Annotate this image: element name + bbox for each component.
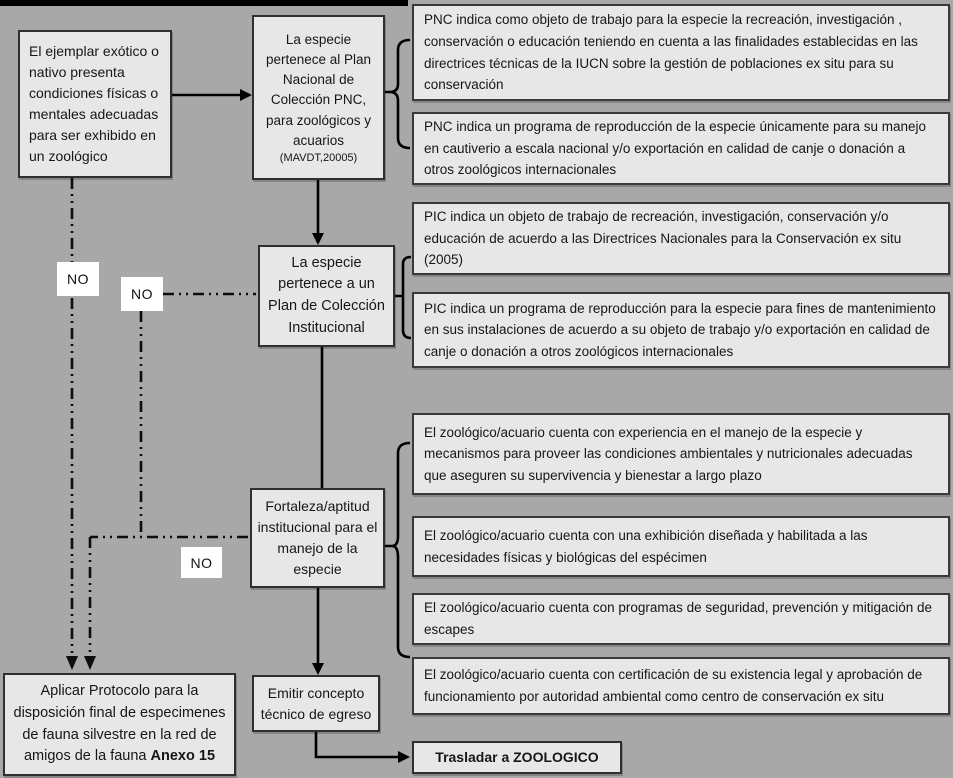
criteria-pnc-reproduccion-text: PNC indica un programa de reproducción de la especie únicamente para su manejo en cautiverio a escala nacional y/o exportación en calidad de canje o donación a otros zoológicos internacionales — [424, 119, 927, 178]
dashed-arrowheads — [66, 656, 96, 670]
no-path-lines — [72, 178, 256, 656]
brace-zoo-icon — [385, 443, 410, 657]
criteria-zoo-seguridad — [412, 593, 950, 645]
arrowhead-down-icon — [312, 233, 324, 245]
arrowhead-down-icon — [312, 663, 324, 675]
arrowhead-down-icon — [84, 656, 96, 670]
criteria-zoo-exhibicion-text: El zoológico/acuario cuenta con una exhibición diseñada y habilitada a las necesidades físicas y biológicas del espécimen — [424, 527, 868, 565]
criteria-zoo-certificacion-text: El zoológico/acuario cuenta con certificación de su existencia legal y aprobación de funcionamiento por autoridad ambiental como centro de conservación ex situ — [424, 667, 923, 704]
criteria-zoo-exhibicion — [412, 516, 950, 577]
arrowhead-right-icon — [398, 751, 410, 763]
main-flow-lines — [172, 95, 399, 757]
no-label-fortaleza: NO — [181, 547, 222, 578]
criteria-zoo-experiencia-text: El zoológico/acuario cuenta con experiencia en el manejo de la especie y mecanismos para proveer las condiciones ambientales y nutricionales adecuadas que aseguren su supervivencia y bienestar a largo plazo — [424, 424, 913, 483]
node-plan-institucional — [258, 245, 395, 347]
node-protocolo — [3, 673, 236, 776]
no-label-ejemplar: NO — [57, 262, 99, 296]
criteria-pnc-objeto-text: PNC indica como objeto de trabajo para la especie la recreación, investigación , conservación o educación teniendo en cuenta a las finalidades establecidas en las directrices técnicas de la IUCN sobre la gestión de poblaciones ex situ para su conservación — [424, 12, 918, 93]
node-trasladar-text: Trasladar a ZOOLOGICO — [435, 749, 599, 765]
solid-arrowheads — [240, 89, 410, 763]
node-ejemplar — [18, 30, 172, 178]
node-plan-institucional-text: La especie pertenece a un Plan de Colección Institucional — [268, 254, 385, 336]
node-plan-nacional — [252, 15, 385, 180]
criteria-zoo-experiencia — [412, 413, 950, 495]
node-plan-nacional-source: (MAVDT,20005) — [279, 152, 358, 165]
criteria-pnc-objeto — [412, 4, 950, 101]
arrowhead-right-icon — [240, 89, 252, 101]
brace-pnc-icon — [385, 40, 410, 148]
top-border-bar — [0, 0, 408, 6]
node-egreso-text: Emitir concepto técnico de egreso — [260, 684, 372, 722]
no-label-pic: NO — [121, 277, 163, 311]
criteria-pic-reproduccion — [412, 292, 950, 368]
criteria-pic-reproduccion-text: PIC indica un programa de reproducción para la especie para fines de mantenimiento en sus instalaciones de acuerdo a su objeto de trabajo y/o exportación en calidad de canje o donación a otros zoológicos internacionales — [424, 300, 936, 359]
arrowhead-down-icon — [66, 656, 78, 670]
criteria-pic-objeto — [412, 202, 950, 275]
node-egreso — [252, 675, 380, 732]
bracket-pic-icon — [395, 257, 411, 338]
node-fortaleza — [250, 488, 385, 588]
criteria-braces — [385, 40, 411, 657]
arrow-egreso-to-trasladar — [316, 732, 399, 757]
node-protocolo-text: Aplicar Protocolo para la disposición final de especimenes de fauna silvestre en la red de amigos de la fauna — [13, 683, 226, 765]
criteria-pnc-reproduccion — [412, 112, 950, 185]
criteria-zoo-certificacion — [412, 657, 950, 715]
node-protocolo-annex: Anexo 15 — [150, 748, 216, 765]
node-plan-nacional-text: La especie pertenece al Plan Nacional de Colección PNC, para zoológicos y acuarios — [265, 31, 372, 148]
node-fortaleza-text: Fortaleza/aptitud institucional para el manejo de la especie — [257, 498, 378, 577]
node-ejemplar-text: El ejemplar exótico o nativo presenta condiciones físicas o mentales adecuadas para ser exhibido en un zoológico — [29, 43, 159, 164]
criteria-zoo-seguridad-text: El zoológico/acuario cuenta con programas de seguridad, prevención y mitigación de escapes — [424, 600, 933, 637]
criteria-pic-objeto-text: PIC indica un objeto de trabajo de recreación, investigación, conservación y/o educación de acuerdo a las Directrices Nacionales para la Conservación ex situ (2005) — [424, 209, 902, 268]
node-trasladar — [412, 741, 622, 774]
